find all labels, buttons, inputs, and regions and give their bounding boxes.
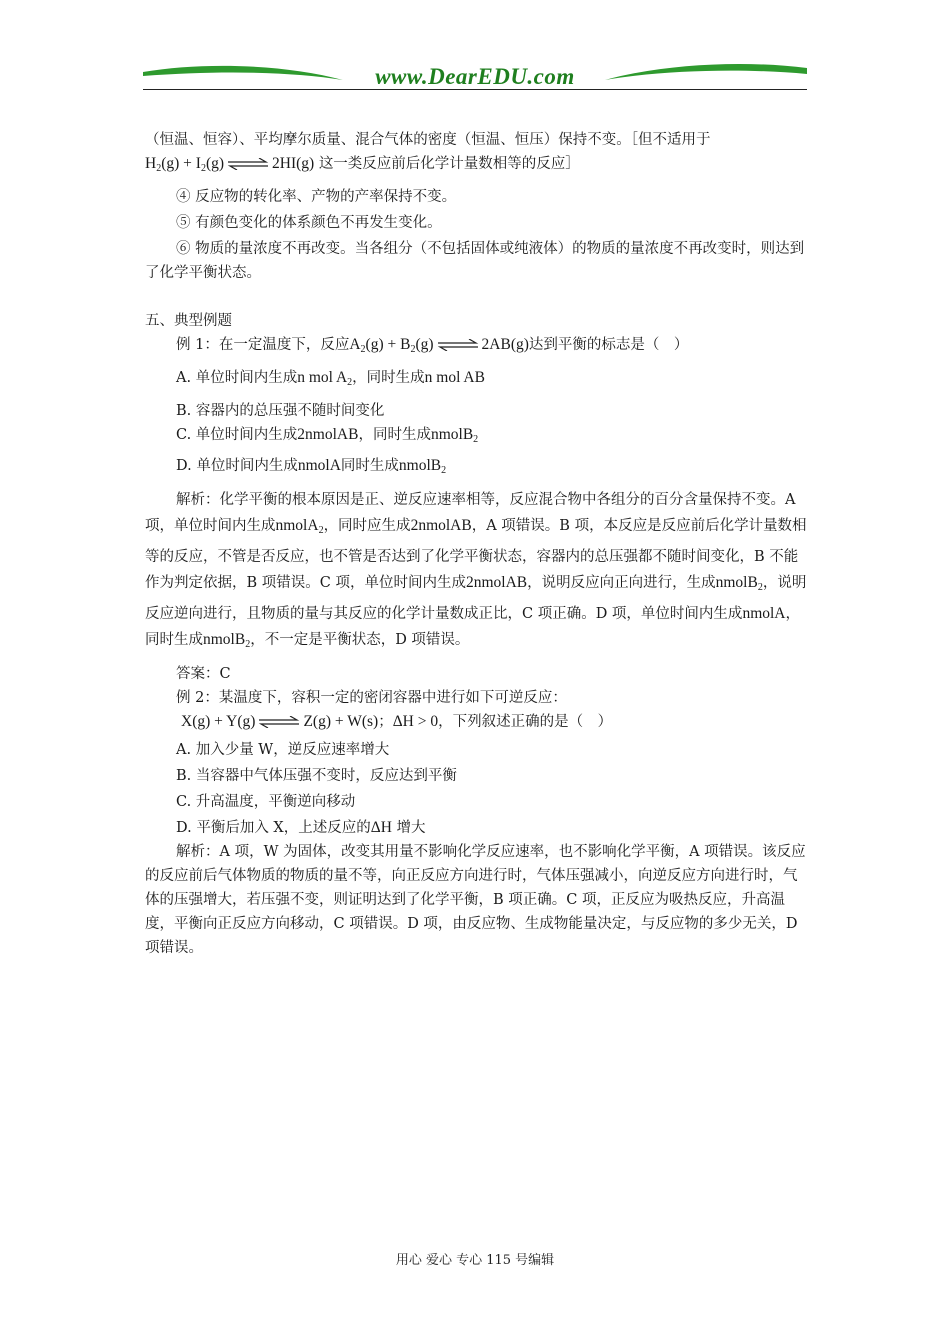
example-1-analysis: 解析：化学平衡的根本原因是正、逆反应速率相等，反应混合物中各组分的百分含量保持不变。A 项，单位时间内生成nmolA$_2$，同时应生成2nmolAB，A 项错误。B 项，本反应是反应前后化学计量数相等的反应，不管是否反应，也不管是否达到了化学平衡状态，容器内的总压强都不随时间变化，B 不能作为判定依据，B 项错误。C 项，单位时间内生成2nmolAB，说明反应向正向进行，生成nmolB$_2$，说明反应逆向进行，且物质的量与其反应的化学计量数成正比，C 项正确。D 项，单位时间内生成nmolA，同时生成nmolB$_2$，不一定是平衡状态，D 项错误。 [145,492,807,650]
section-heading: 五、典型例题 [145,313,232,329]
example-2-option-b: B. 当容器中气体压强不变时，反应达到平衡 [176,768,457,784]
example-1-question: 例 1：在一定温度下，反应$A_2(g) + B_2(g)$ 2AB(g)达到平衡的标志是（ ） [176,336,689,355]
example-1-option-b: B. 容器内的总压强不随时间变化 [176,403,385,419]
item-6: ⑥ 物质的量浓度不再改变。当各组分（不包括固体或纯液体）的物质的量浓度不再改变时，则达到了化学平衡状态。 [145,241,805,281]
example-2-option-c: C. 升高温度，平衡逆向移动 [176,794,356,810]
equilibrium-arrow-icon [436,339,480,351]
example-2-equation: X(g) + Y(g) Z(g) + W(s)；ΔH > 0，下列叙述正确的是（ ） [181,713,613,730]
example-1-option-c: C. 单位时间内生成2nmolAB，同时生成nmolB$_2$ [176,426,479,445]
item-4: ④ 反应物的转化率、产物的产率保持不变。 [176,189,457,205]
example-2-option-a: A. 加入少量 W，逆反应速率增大 [176,742,390,758]
example-2-intro: 例 2：某温度下，容积一定的密闭容器中进行如下可逆反应： [176,690,567,706]
equilibrium-arrow-icon [226,158,270,170]
equation-h2-i2: $H_2(g) + I_2(g)$ 2HI(g) [145,155,315,174]
example-1-option-d: D. 单位时间内生成nmolA同时生成nmolB$_2$ [176,457,447,476]
header-rule [143,89,807,90]
document-body [145,128,807,960]
page-footer: 用心 爱心 专心 115 号编辑 [395,1253,555,1268]
site-logo-text: www.DearEDU.com [375,64,575,89]
paragraph-conditions: （恒温、恒容）、平均摩尔质量、混合气体的密度（恒温、恒压）保持不变。［但不适用于 $H_2(g) + I_2(g)$ 2HI(g) 这一类反应前后化学计量数相等的反应］ [145,132,711,174]
item-5: ⑤ 有颜色变化的体系颜色不再发生变化。 [176,215,442,231]
example-1-option-a: A. 单位时间内生成n mol $A_2$，同时生成n mol AB [176,369,485,388]
equilibrium-arrow-icon [257,716,301,728]
example-2-analysis: 解析：A 项，W 为固体，改变其用量不影响化学反应速率，也不影响化学平衡，A 项错误。该反应的反应前后气体物质的物质的量不等，向正反应方向进行时，气体压强减小，向逆反应方向进行时，气体的压强增大，若压强不变，则证明达到了化学平衡，B 项正确。C 项，正反应为吸热反应，升高温度，平衡向正反应方向移动，C 项错误。D 项，由反应物、生成物能量决定，与反应物的多少无关，D 项错误。 [145,844,806,956]
page-header [143,58,807,94]
equation-a2-b2: $A_2(g) + B_2(g)$ 2AB(g) [349,336,529,355]
example-1-answer: 答案：C [176,666,231,682]
example-2-option-d: D. 平衡后加入 X，上述反应的ΔH 增大 [176,819,426,836]
